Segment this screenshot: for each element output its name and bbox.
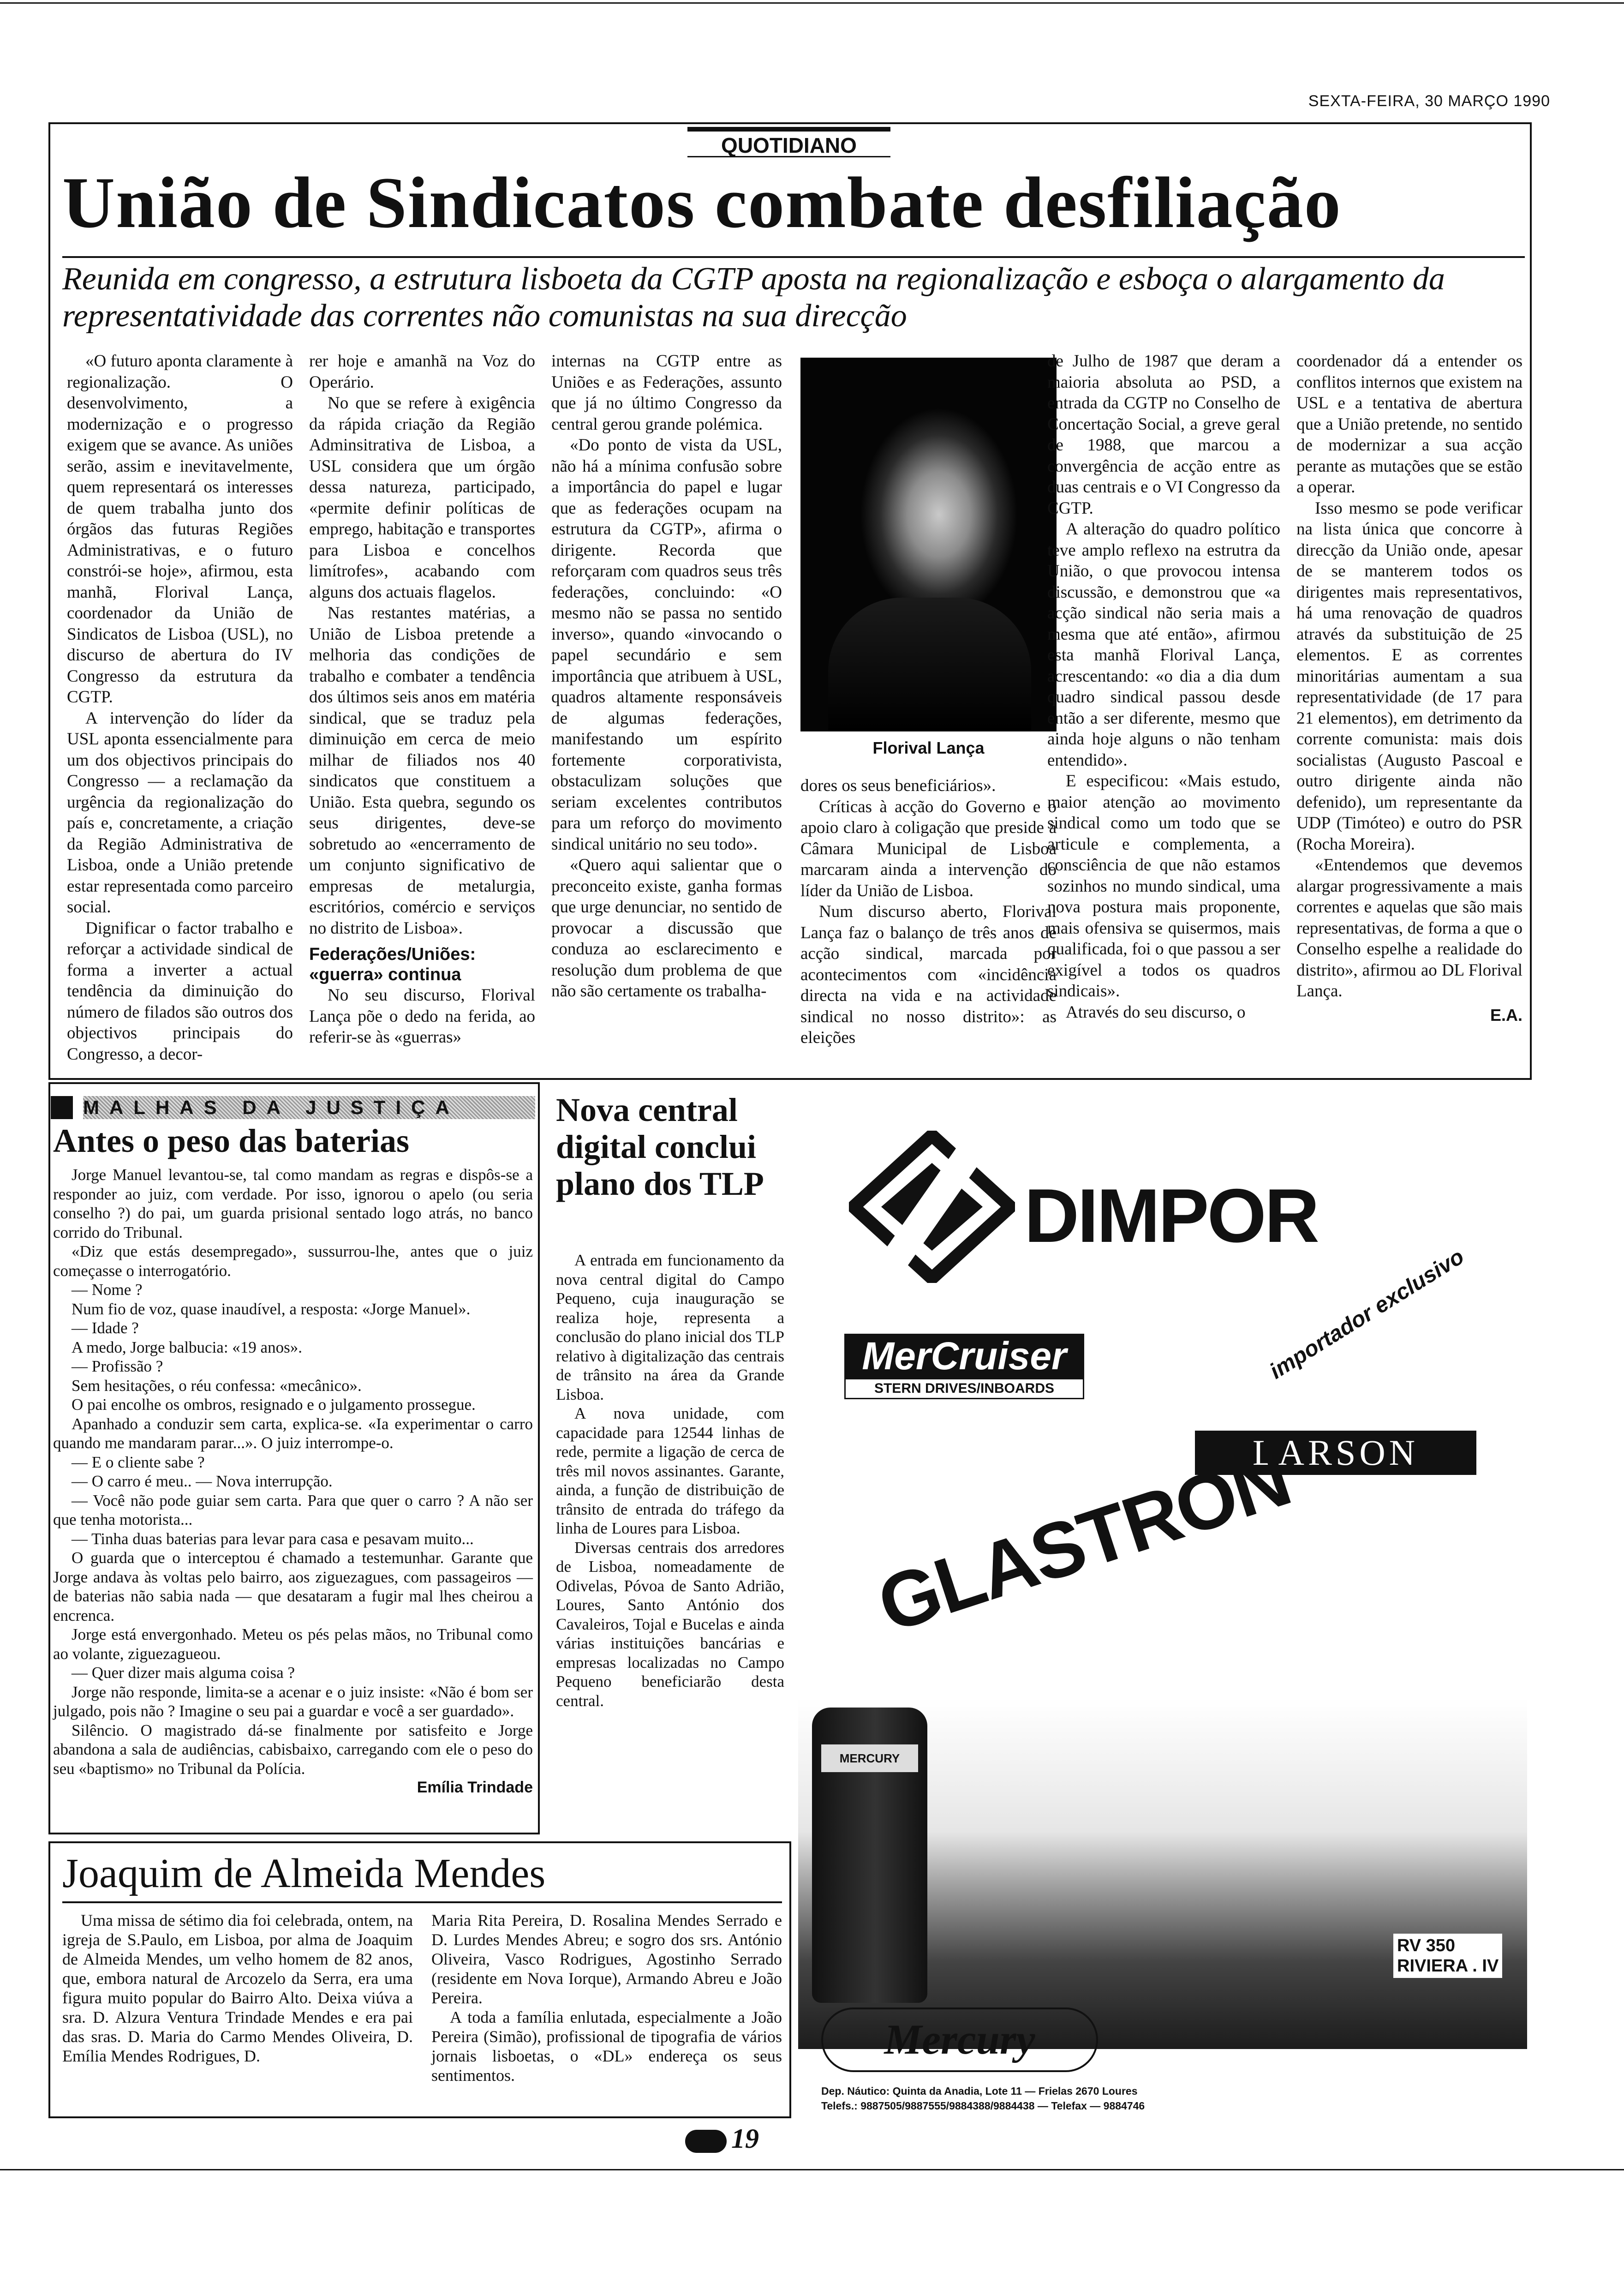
- dimpor-wordmark: DIMPOR: [1024, 1173, 1318, 1258]
- main-col-1: [67, 351, 293, 1065]
- paragraph: Num discurso aberto, Florival Lança faz o balanço de três anos de acção sindical, marcada por acontecimentos com «incidência directa na vida e na actividade sindical no nosso distrito»: as eleições: [800, 902, 1057, 1047]
- photo-jacket: [828, 598, 1031, 731]
- paragraph: No que se refere à exigência da rápida criação da Região Adminsitrativa de Lisboa, a USL considera que um órgão dessa natureza, participado, «permite definir políticas de emprego, habitação e transportes para Lisboa e concelhos limítrofes», acabando com alguns dos actuais flagelos.: [309, 394, 535, 602]
- rubric-bar: [51, 1096, 533, 1119]
- paragraph: No seu discurso, Florival Lança põe o dedo na ferida, ao referir-se às «guerras»: [309, 986, 535, 1047]
- paragraph: «Entendemos que devemos alargar progressivamente a mais correntes e aquelas que são mais representativas, de forma a que o Conselho espelhe a realidade do distrito», afirmou ao DL Florival Lança.: [1296, 856, 1522, 1001]
- importer-tagline: importador exclusivo: [1265, 1244, 1469, 1384]
- paragraph: coordenador dá a entender os conflitos internos que existem na USL e a tentativa de abertura que a União pretende, no sentido de modernizar a sua acção perante as mutações que se estão a operar.: [1296, 352, 1522, 497]
- page-number: [685, 2123, 759, 2155]
- advert-contact: [821, 2084, 1513, 2113]
- main-subtitle: Reunida em congresso, a estrutura lisboeta da CGTP aposta na regionalização e esboça o alargamento da representatividade das correntes não comunistas na sua direcção: [62, 261, 1445, 334]
- mercury-logo: Mercury: [821, 2007, 1098, 2072]
- paragraph: «Quero aqui salientar que o preconceito existe, ganha formas que urge denunciar, no sentido de provocar a discussão que conduza ao esclarecimento e resolução dum problema de que não são certamente os trabalha-: [551, 856, 782, 1001]
- advert-address: Dep. Náutico: Quinta da Anadia, Lote 11 — Frielas 2670 Loures: [821, 2085, 1138, 2097]
- paragraph: — Nome ?: [72, 1281, 143, 1299]
- paragraph: Jorge está envergonhado. Meteu os pés pelas mãos, no Tribunal como ao volante, ziguezagueou.: [53, 1625, 533, 1663]
- paragraph: Jorge não responde, limita-se a acenar e o juiz insiste: «Não é bom ser julgado, pois não ? Imagine o seu pai a guardar e você a ser guardado».: [53, 1683, 533, 1720]
- obituary-rule: [62, 1901, 782, 1903]
- paragraph: Diversas centrais dos arredores de Lisboa, nomeadamente de Odivelas, Póvoa de Santo Adrião, Loures, Santo António dos Cavaleiros, Tojal e Bucelas e ainda várias instituições bancárias e empresas localizadas no Campo Pequeno beneficiarão desta central.: [556, 1538, 784, 1710]
- paragraph: A nova unidade, com capacidade para 12544 linhas de rede, permite a ligação de cerca de três mil novos assinantes. Garante, ainda, a função de distribuição de trânsito de entrada do tráfego da linha de Loures para Lisboa.: [556, 1404, 784, 1537]
- obituary-col-1: [62, 1911, 413, 2066]
- paragraph: Críticas à acção do Governo e o apoio claro à coligação que preside à Câmara Municipal de Lisboa marcaram ainda a intervenção do líder da União de Lisboa.: [800, 797, 1057, 900]
- tlp-body: [556, 1251, 784, 1710]
- paragraph: — Profissão ?: [72, 1357, 163, 1375]
- paragraph: Jorge Manuel levantou-se, tal como mandam as regras e dispôs-se a responder ao juiz, com verdade. Por isso, ignorou o apelo (ou seria conselho ?) do pai, um guarda prisional sentado logo atrás, no banco corrido do Tribunal.: [53, 1166, 533, 1241]
- model-line: RV 350: [1397, 1936, 1456, 1955]
- obituary-col-2: [431, 1911, 782, 2085]
- article-signature: Emília Trindade: [417, 1779, 533, 1796]
- article-signature: E.A.: [1490, 1005, 1522, 1025]
- paragraph: Uma missa de sétimo dia foi celebrada, ontem, na igreja de S.Paulo, em Lisboa, por alma de Joaquim de Almeida Mendes, um velho homem de 82 anos, que, embora natural de Arcozelo da Serra, era uma figura muito popular do Bairro Alto. Deixa viúva a sra. D. Alzura Ventura Trindade Mendes e era pai das sras. D. Maria do Carmo Mendes Oliveira, D. Emília Mendes Rodrigues, D.: [62, 1911, 413, 2065]
- section-kicker: QUOTIDIANO: [687, 127, 890, 157]
- paragraph: internas na CGTP entre as Uniões e as Federações, assunto que já no último Congresso da central gerou grande polémica.: [551, 352, 782, 434]
- mercruiser-subtitle: STERN DRIVES/INBOARDS: [844, 1378, 1084, 1399]
- paragraph: Isso mesmo se pode verificar na lista única que concorre à direcção da União onde, apesar de se manterem todos os dirigentes mais representativos, há uma renovação de quadros através da substituição de 25 elementos. E as correntes minoritárias aumentam a sua representatividade (de 17 para 21 elementos), em detrimento da corrente comunista: mais dois socialistas (Augusto Pascoal e outro dirigente ainda não defenido), um representante da UDP (Timóteo) e outro do PSR (Rocha Moreira).: [1296, 498, 1522, 854]
- justice-title: Antes o peso das baterias: [53, 1122, 410, 1159]
- dl-logo-icon: [685, 2130, 727, 2153]
- obituary-title: Joaquim de Almeida Mendes: [62, 1851, 546, 1896]
- mercruiser-wordmark: MerCruiser: [844, 1334, 1084, 1378]
- paragraph: rer hoje e amanhã na Voz do Operário.: [309, 352, 535, 392]
- mercruiser-logo: [844, 1334, 1084, 1403]
- paragraph: — Você não pode guiar sem carta. Para que quer o carro ? A não ser que tenha motorista...: [53, 1491, 533, 1528]
- larson-logo: LARSON: [1195, 1431, 1476, 1475]
- headline-rule: [62, 256, 1525, 258]
- rubric-label: MALHAS DA JUSTIÇA: [83, 1096, 535, 1119]
- paragraph: Num fio de voz, quase inaudível, a resposta: «Jorge Manuel».: [72, 1300, 471, 1318]
- dimpor-logo-icon: [849, 1131, 1015, 1283]
- paragraph: «Diz que estás desempregado», sussurrou-lhe, antes que o juiz começasse o interrogatório.: [53, 1242, 533, 1280]
- paragraph: Dignificar o factor trabalho e reforçar a actividade sindical de forma a inverter a actual tendência da diminuição do número de filados são outros dos objectivos principais do Congresso, a decor-: [67, 918, 293, 1064]
- paragraph: A entrada em funcionamento da nova central digital do Campo Pequeno, cuja inauguração se realiza hoje, representa a conclusão do plano inicial dos TLP relativo à digitalização das centrais de trânsito na área da Grande Lisboa.: [556, 1251, 784, 1403]
- paragraph: de Julho de 1987 que deram a maioria absoluta ao PSD, a entrada da CGTP no Conselho de Concertação Social, a greve geral de 1988, que marcou a convergência de acção entre as duas centrais e o VI Congresso da CGTP.: [1047, 352, 1280, 518]
- paragraph: Silêncio. O magistrado dá-se finalmente por satisfeito e Jorge abandona a sala de audiências, cabisbaixo, carregando com ele o peso do seu «baptismo» no Tribunal da Polícia.: [53, 1721, 533, 1778]
- rubric-square-icon: [51, 1096, 73, 1119]
- paragraph: dores os seus beneficiários».: [800, 776, 996, 795]
- paragraph: A toda a família enlutada, especialmente a João Pereira (Simão), profissional de tipografia de vários jornais lisboetas, o «DL» endereça os seus sentimentos.: [431, 2008, 782, 2085]
- paragraph: «Do ponto de vista da USL, não há a mínima confusão sobre a importância do papel e lugar que as federações ocupam na estrutura da CGTP», afirma o dirigente. Recorda que reforçaram com quadros seus três federações, concluindo: «O mesmo não se passa no sentido inverso», quando «invocando o papel secundário e sem importância que atribuem à USL, quadros altamente responsáveis de algumas federações, manifestando um espírito fortemente corporativista, obstaculizam soluções que seriam excelentes contributos para um reforço do movimento sindical unitário no seu todo».: [551, 436, 782, 854]
- motor-label: MERCURY: [821, 1744, 918, 1772]
- advertisement: [794, 1085, 1532, 2141]
- boat-model: [1393, 1934, 1502, 1978]
- advert-phones: Telefs.: 9887505/9887555/9884388/9884438 — Telefax — 9884746: [821, 2100, 1145, 2112]
- paragraph: O pai encolhe os ombros, resignado e o julgamento prossegue.: [72, 1396, 476, 1414]
- paragraph: E especificou: «Mais estudo, maior atenção ao movimento sindical como um todo que se articule e complementa, a consciência de que não estamos sozinhos no mundo sindical, uma nova postura mais proponente, mais ofensiva se quisermos, mais qualificada, foi o que passou a ser exigível a todos os quadros sindicais».: [1047, 772, 1280, 1001]
- page-number-text: 19: [731, 2123, 759, 2154]
- paragraph: — Tinha duas baterias para levar para casa e pesavam muito...: [72, 1529, 474, 1548]
- paragraph: A medo, Jorge balbucia: «19 anos».: [72, 1338, 302, 1356]
- main-col-6: [1296, 351, 1522, 1025]
- paragraph: «O futuro aponta claramente à regionalização. O desenvolvimento, a modernização e o progresso exigem que se avance. As uniões serão, assim e inevitavelmente, quem representará os interesses de quem trabalha junto dos órgãos das futuras Regiões Administrativas, e o futuro constrói-se hoje», afirmou, esta manhã, Florival Lança, coordenador da União de Sindicatos de Lisboa (USL), no discurso de abertura do IV Congresso da estrutura da CGTP.: [67, 352, 293, 707]
- paragraph: Nas restantes matérias, a União de Lisboa pretende a melhoria das condições de trabalho e combater a tendência dos últimos seis anos em matéria sindical, que se traduz pela diminuição em cerca de meio milhar de filiados nos 40 sindicatos que constituem a União. Esta quebra, segundo os seus dirigentes, deve-se sobretudo ao «encerramento de um conjunto significativo de empresas de metalurgia, escritórios, comércio e serviços no distrito de Lisboa».: [309, 604, 535, 938]
- main-col-3: [551, 351, 782, 1002]
- paragraph: A intervenção do líder da USL aponta essencialmente para um dos objectivos principais do Congresso — a reclamação da urgência da regionalização do país e, concretamente, a criação da Região Administrativa de Lisboa, onde a União pretende estar representada como parceiro social.: [67, 708, 293, 917]
- main-col-5: [1047, 351, 1280, 1023]
- main-headline: União de Sindicatos combate desfiliação: [62, 162, 1342, 243]
- paragraph: Maria Rita Pereira, D. Rosalina Mendes Serrado e D. Lurdes Mendes Abreu; e sogro dos srs. António Oliveira, Vasco Rodrigues, Agostinho Serrado (residente em Nova Iorque), Armando Abreu e João Pereira.: [431, 1911, 782, 2007]
- paragraph: Sem hesitações, o réu confessa: «mecânico».: [72, 1376, 362, 1395]
- bottom-rule: [0, 2169, 1624, 2170]
- main-col-4: [800, 775, 1057, 1049]
- justice-body: [53, 1165, 533, 1798]
- paragraph: Apanhado a conduzir sem carta, explica-se. «Ia experimentar o carro quando me mandaram parar...». O juiz interrompe-o.: [53, 1414, 533, 1452]
- issue-date: SEXTA-FEIRA, 30 MARÇO 1990: [1308, 92, 1550, 110]
- tlp-title: Nova central digital conclui plano dos TLP: [556, 1091, 764, 1202]
- paragraph: O guarda que o interceptou é chamado a testemunhar. Garante que Jorge andava às voltas pelo bairro, aos ziguezagues, com passageiros — de baterias não sabia nada — que desataram a fugir mal lhes cheirou a encrenca.: [53, 1549, 533, 1624]
- outboard-motor-image: [812, 1708, 927, 2003]
- paragraph: — Idade ?: [72, 1319, 139, 1337]
- paragraph: — E o cliente sabe ?: [72, 1453, 205, 1471]
- paragraph: Através do seu discurso, o: [1066, 1002, 1246, 1022]
- top-rule: [0, 2, 1624, 4]
- paragraph: — O carro é meu.. — Nova interrupção.: [72, 1472, 333, 1490]
- photo-caption: Florival Lança: [872, 738, 985, 757]
- paragraph: A alteração do quadro político teve amplo reflexo na estrutra da União, o que provocou intensa discussão, e demonstrou que «a acção sindical não seria mais a mesma que até então», afirmou esta manhã Florival Lança, acrescentando: «o dia a dia dum quadro sindical passou desde então a ser diferente, mesmo que ainda hoje alguns o não tenham entendido».: [1047, 520, 1280, 770]
- glastron-wordmark: GLASTRON: [867, 1434, 1300, 1649]
- article-subheading: Federações/Uniões: «guerra» continua: [309, 945, 476, 984]
- portrait-photo: [800, 358, 1057, 731]
- model-line: RIVIERA . IV: [1397, 1956, 1499, 1976]
- paragraph: — Quer dizer mais alguma coisa ?: [72, 1664, 295, 1682]
- main-col-2: [309, 351, 535, 1048]
